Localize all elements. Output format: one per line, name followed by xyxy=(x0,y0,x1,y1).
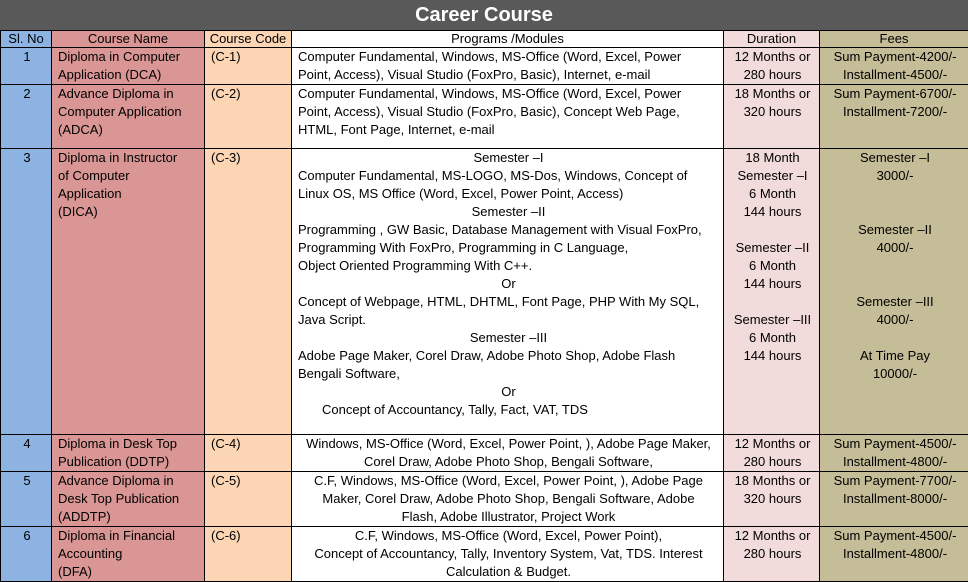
cell-sl-no: 1 xyxy=(1,48,52,85)
programs-line: Programming , GW Basic, Database Management with Visual FoxPro, xyxy=(298,221,719,239)
cell-duration xyxy=(724,435,820,472)
programs-line: Or xyxy=(298,383,719,401)
cell-course-code: (C-2) xyxy=(205,85,292,149)
duration-line xyxy=(730,293,815,311)
fees-line xyxy=(826,257,964,275)
duration-line: 6 Month xyxy=(730,185,815,203)
duration-line: 12 Months or xyxy=(730,527,815,545)
cell-course-code: (C-6) xyxy=(205,527,292,582)
programs-line: Computer Fundamental, MS-LOGO, MS-Dos, Windows, Concept of xyxy=(298,167,719,185)
course-name-line: Advance Diploma in xyxy=(58,85,200,103)
cell-fees xyxy=(820,435,968,472)
page-title: Career Course xyxy=(0,0,968,30)
cell-sl-no: 3 xyxy=(1,149,52,435)
cell-course-name xyxy=(52,48,205,85)
course-name-line: Diploma in Desk Top xyxy=(58,435,200,453)
table-row xyxy=(1,85,968,149)
cell-fees xyxy=(820,472,968,527)
duration-line: 280 hours xyxy=(730,545,815,563)
course-name-line: (DFA) xyxy=(58,563,200,581)
programs-line: Calculation & Budget. xyxy=(298,563,719,581)
programs-line: Corel Draw, Adobe Photo Shop, Bengali Software, xyxy=(298,453,719,471)
programs-line: Concept of Accountancy, Tally, Inventory System, Vat, TDS. Interest xyxy=(298,545,719,563)
course-name-line: Computer Application xyxy=(58,103,200,121)
cell-duration xyxy=(724,85,820,149)
course-name-line: (DICA) xyxy=(58,203,200,221)
cell-course-code: (C-1) xyxy=(205,48,292,85)
fees-line: Sum Payment-4500/- xyxy=(826,435,964,453)
cell-sl-no: 5 xyxy=(1,472,52,527)
cell-fees xyxy=(820,85,968,149)
cell-course-name xyxy=(52,472,205,527)
fees-line xyxy=(826,329,964,347)
programs-line: Java Script. xyxy=(298,311,719,329)
header-programs: Programs /Modules xyxy=(292,31,724,48)
cell-duration xyxy=(724,527,820,582)
cell-fees xyxy=(820,527,968,582)
programs-line: Point, Access), Visual Studio (FoxPro, Basic), Internet, e-mail xyxy=(298,66,719,84)
fees-line: Installment-4800/- xyxy=(826,453,964,471)
table-row xyxy=(1,527,968,582)
course-name-line: (ADDTP) xyxy=(58,508,200,526)
programs-line: Adobe Page Maker, Corel Draw, Adobe Photo Shop, Adobe Flash xyxy=(298,347,719,365)
fees-line: 10000/- xyxy=(826,365,964,383)
header-fees: Fees xyxy=(820,31,968,48)
cell-sl-no: 2 xyxy=(1,85,52,149)
course-name-line: Advance Diploma in xyxy=(58,472,200,490)
fees-line xyxy=(826,275,964,293)
course-name-line: Diploma in Financial xyxy=(58,527,200,545)
programs-line: Linux OS, MS Office (Word, Excel, Power Point, Access) xyxy=(298,185,719,203)
table-row xyxy=(1,48,968,85)
course-name-line: (ADCA) xyxy=(58,121,200,139)
cell-course-name xyxy=(52,149,205,435)
fees-line: 4000/- xyxy=(826,311,964,329)
career-course-table xyxy=(0,30,968,582)
cell-programs xyxy=(292,48,724,85)
fees-line: At Time Pay xyxy=(826,347,964,365)
course-name-line: Diploma in Computer xyxy=(58,48,200,66)
duration-line: 6 Month xyxy=(730,257,815,275)
fees-line: Installment-7200/- xyxy=(826,103,964,121)
course-name-line: Desk Top Publication xyxy=(58,490,200,508)
duration-line: 280 hours xyxy=(730,453,815,471)
table-body xyxy=(1,48,968,582)
programs-line: Semester –I xyxy=(298,149,719,167)
cell-sl-no: 6 xyxy=(1,527,52,582)
programs-line: Or xyxy=(298,275,719,293)
cell-duration xyxy=(724,48,820,85)
programs-line: Windows, MS-Office (Word, Excel, Power Point, ), Adobe Page Maker, xyxy=(298,435,719,453)
duration-line: 280 hours xyxy=(730,66,815,84)
programs-line: Computer Fundamental, Windows, MS-Office (Word, Excel, Power xyxy=(298,48,719,66)
fees-line: Semester –I xyxy=(826,149,964,167)
cell-programs xyxy=(292,149,724,435)
table-row xyxy=(1,472,968,527)
programs-line: Bengali Software, xyxy=(298,365,719,383)
fees-line: 3000/- xyxy=(826,167,964,185)
course-name-line: Diploma in Instructor xyxy=(58,149,200,167)
course-name-line: Accounting xyxy=(58,545,200,563)
programs-line: Object Oriented Programming With C++. xyxy=(298,257,719,275)
fees-line xyxy=(826,203,964,221)
cell-duration xyxy=(724,149,820,435)
cell-duration xyxy=(724,472,820,527)
cell-fees xyxy=(820,149,968,435)
programs-line: Point, Access), Visual Studio (FoxPro, Basic), Concept Web Page, xyxy=(298,103,719,121)
cell-course-code: (C-4) xyxy=(205,435,292,472)
cell-programs xyxy=(292,435,724,472)
course-name-line: Application (DCA) xyxy=(58,66,200,84)
fees-line: Installment-8000/- xyxy=(826,490,964,508)
course-name-line: Application xyxy=(58,185,200,203)
fees-line: Installment-4500/- xyxy=(826,66,964,84)
header-course-code: Course Code xyxy=(205,31,292,48)
cell-fees xyxy=(820,48,968,85)
header-course-name: Course Name xyxy=(52,31,205,48)
duration-line: Semester –II xyxy=(730,239,815,257)
duration-line: 18 Months or xyxy=(730,472,815,490)
fees-line: Semester –III xyxy=(826,293,964,311)
duration-line: Semester –III xyxy=(730,311,815,329)
cell-course-code: (C-5) xyxy=(205,472,292,527)
programs-line: Maker, Corel Draw, Adobe Photo Shop, Bengali Software, Adobe xyxy=(298,490,719,508)
duration-line: 18 Month xyxy=(730,149,815,167)
duration-line: 144 hours xyxy=(730,275,815,293)
programs-line: HTML, Font Page, Internet, e-mail xyxy=(298,121,719,139)
fees-line: Installment-4800/- xyxy=(826,545,964,563)
duration-line: 320 hours xyxy=(730,490,815,508)
table-row xyxy=(1,149,968,435)
duration-line: 12 Months or xyxy=(730,48,815,66)
programs-line: C.F, Windows, MS-Office (Word, Excel, Power Point, ), Adobe Page xyxy=(298,472,719,490)
fees-line: Sum Payment-7700/- xyxy=(826,472,964,490)
header-duration: Duration xyxy=(724,31,820,48)
cell-course-name xyxy=(52,527,205,582)
header-sl-no: Sl. No xyxy=(1,31,52,48)
cell-programs xyxy=(292,85,724,149)
header-row xyxy=(1,31,968,48)
course-name-line: Publication (DDTP) xyxy=(58,453,200,471)
duration-line: Semester –I xyxy=(730,167,815,185)
duration-line: 6 Month xyxy=(730,329,815,347)
table-row xyxy=(1,435,968,472)
duration-line: 144 hours xyxy=(730,347,815,365)
programs-line: Semester –III xyxy=(298,329,719,347)
programs-line: Semester –II xyxy=(298,203,719,221)
duration-line xyxy=(730,221,815,239)
cell-course-name xyxy=(52,85,205,149)
programs-line: Programming With FoxPro, Programming in C Language, xyxy=(298,239,719,257)
cell-course-name xyxy=(52,435,205,472)
fees-line: 4000/- xyxy=(826,239,964,257)
duration-line: 12 Months or xyxy=(730,435,815,453)
programs-line: Concept of Accountancy, Tally, Fact, VAT, TDS xyxy=(298,401,719,419)
fees-line: Semester –II xyxy=(826,221,964,239)
programs-line: Concept of Webpage, HTML, DHTML, Font Page, PHP With My SQL, xyxy=(298,293,719,311)
course-name-line: of Computer xyxy=(58,167,200,185)
programs-line: Flash, Adobe Illustrator, Project Work xyxy=(298,508,719,526)
cell-programs xyxy=(292,527,724,582)
cell-programs xyxy=(292,472,724,527)
duration-line: 18 Months or xyxy=(730,85,815,103)
fees-line: Sum Payment-4500/- xyxy=(826,527,964,545)
duration-line: 144 hours xyxy=(730,203,815,221)
cell-course-code: (C-3) xyxy=(205,149,292,435)
cell-sl-no: 4 xyxy=(1,435,52,472)
fees-line: Sum Payment-6700/- xyxy=(826,85,964,103)
programs-line: C.F, Windows, MS-Office (Word, Excel, Power Point), xyxy=(298,527,719,545)
fees-line: Sum Payment-4200/- xyxy=(826,48,964,66)
fees-line xyxy=(826,185,964,203)
duration-line: 320 hours xyxy=(730,103,815,121)
programs-line: Computer Fundamental, Windows, MS-Office (Word, Excel, Power xyxy=(298,85,719,103)
